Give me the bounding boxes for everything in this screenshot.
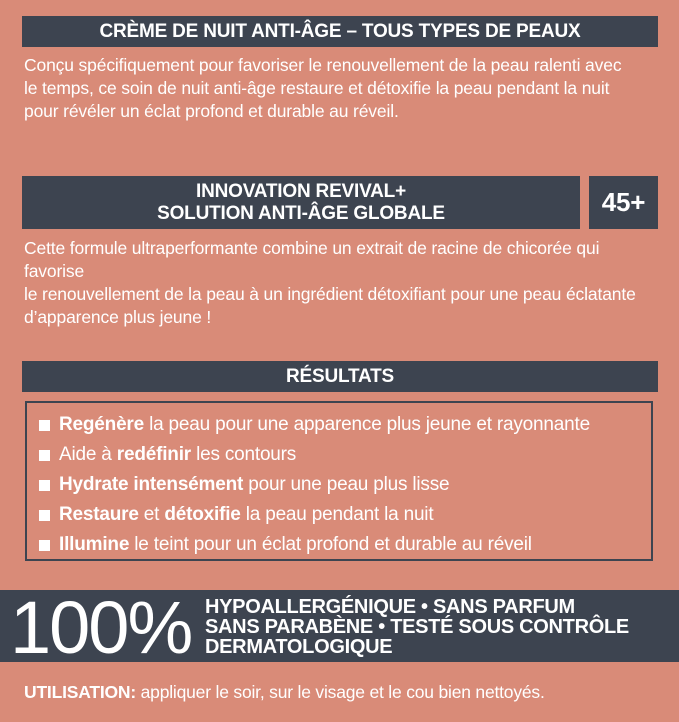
intro-paragraph — [24, 54, 664, 123]
square-bullet-icon — [39, 480, 50, 491]
result-text: la peau pendant la nuit — [240, 504, 434, 525]
result-text: et — [138, 504, 165, 525]
formula-paragraph — [24, 237, 664, 329]
result-bold: redéfinir — [116, 444, 191, 465]
result-text: la peau pour une apparence plus jeune et rayonnante — [144, 414, 590, 435]
usage-instructions — [24, 681, 545, 704]
square-bullet-icon — [39, 540, 50, 551]
list-item — [39, 470, 651, 500]
result-bold: Hydrate intensément — [59, 474, 244, 495]
claims-line: HYPOALLERGÉNIQUE • SANS PARFUM — [205, 596, 575, 618]
claims-text — [205, 597, 629, 657]
innovation-line-1: INNOVATION REVIVAL+ — [196, 181, 406, 202]
innovation-line-2: SOLUTION ANTI-ÂGE GLOBALE — [157, 203, 445, 224]
result-text: les contours — [190, 444, 297, 465]
intro-line: Conçu spécifiquement pour favoriser le renouvellement de la peau ralenti avec — [24, 55, 622, 75]
result-text: le teint pour un éclat profond et durable au réveil — [129, 534, 532, 555]
results-heading: RÉSULTATS — [286, 366, 394, 387]
innovation-banner — [22, 176, 580, 229]
formula-line: le renouvellement de la peau à un ingrédient détoxifiant pour une peau éclatante — [24, 284, 636, 304]
hundred-percent: 100% — [10, 586, 192, 669]
age-badge-text: 45+ — [601, 187, 646, 217]
results-banner — [22, 361, 658, 392]
result-text: pour une peau plus lisse — [243, 474, 450, 495]
claims-line: SANS PARABÈNE • TESTÉ SOUS CONTRÔLE — [205, 616, 629, 638]
usage-text: appliquer le soir, sur le visage et le cou bien nettoyés. — [135, 682, 545, 702]
results-list — [25, 401, 653, 561]
square-bullet-icon — [39, 450, 50, 461]
square-bullet-icon — [39, 510, 50, 521]
result-bold: Regénère — [59, 414, 144, 435]
claims-line: DERMATOLOGIQUE — [205, 636, 393, 658]
title-banner — [22, 16, 658, 47]
formula-line: d’apparence plus jeune ! — [24, 307, 212, 327]
list-item — [39, 500, 651, 530]
result-text: Aide à — [59, 444, 117, 465]
intro-line: pour révéler un éclat profond et durable au réveil. — [24, 101, 399, 121]
title-text: CRÈME DE NUIT ANTI-ÂGE – TOUS TYPES DE PEAUX — [99, 21, 581, 42]
list-item — [39, 410, 651, 440]
square-bullet-icon — [39, 420, 50, 431]
list-item — [39, 530, 651, 560]
result-bold: Illumine — [59, 534, 130, 555]
formula-line: Cette formule ultraperformante combine un extrait de racine de chicorée qui favorise — [24, 238, 600, 281]
claims-banner — [0, 586, 679, 669]
list-item — [39, 440, 651, 470]
result-bold: Restaure — [59, 504, 139, 525]
result-bold: détoxifie — [164, 504, 241, 525]
usage-label: UTILISATION: — [24, 682, 136, 702]
intro-line: le temps, ce soin de nuit anti-âge restaure et détoxifie la peau pendant la nuit — [24, 78, 610, 98]
age-badge — [589, 176, 658, 229]
